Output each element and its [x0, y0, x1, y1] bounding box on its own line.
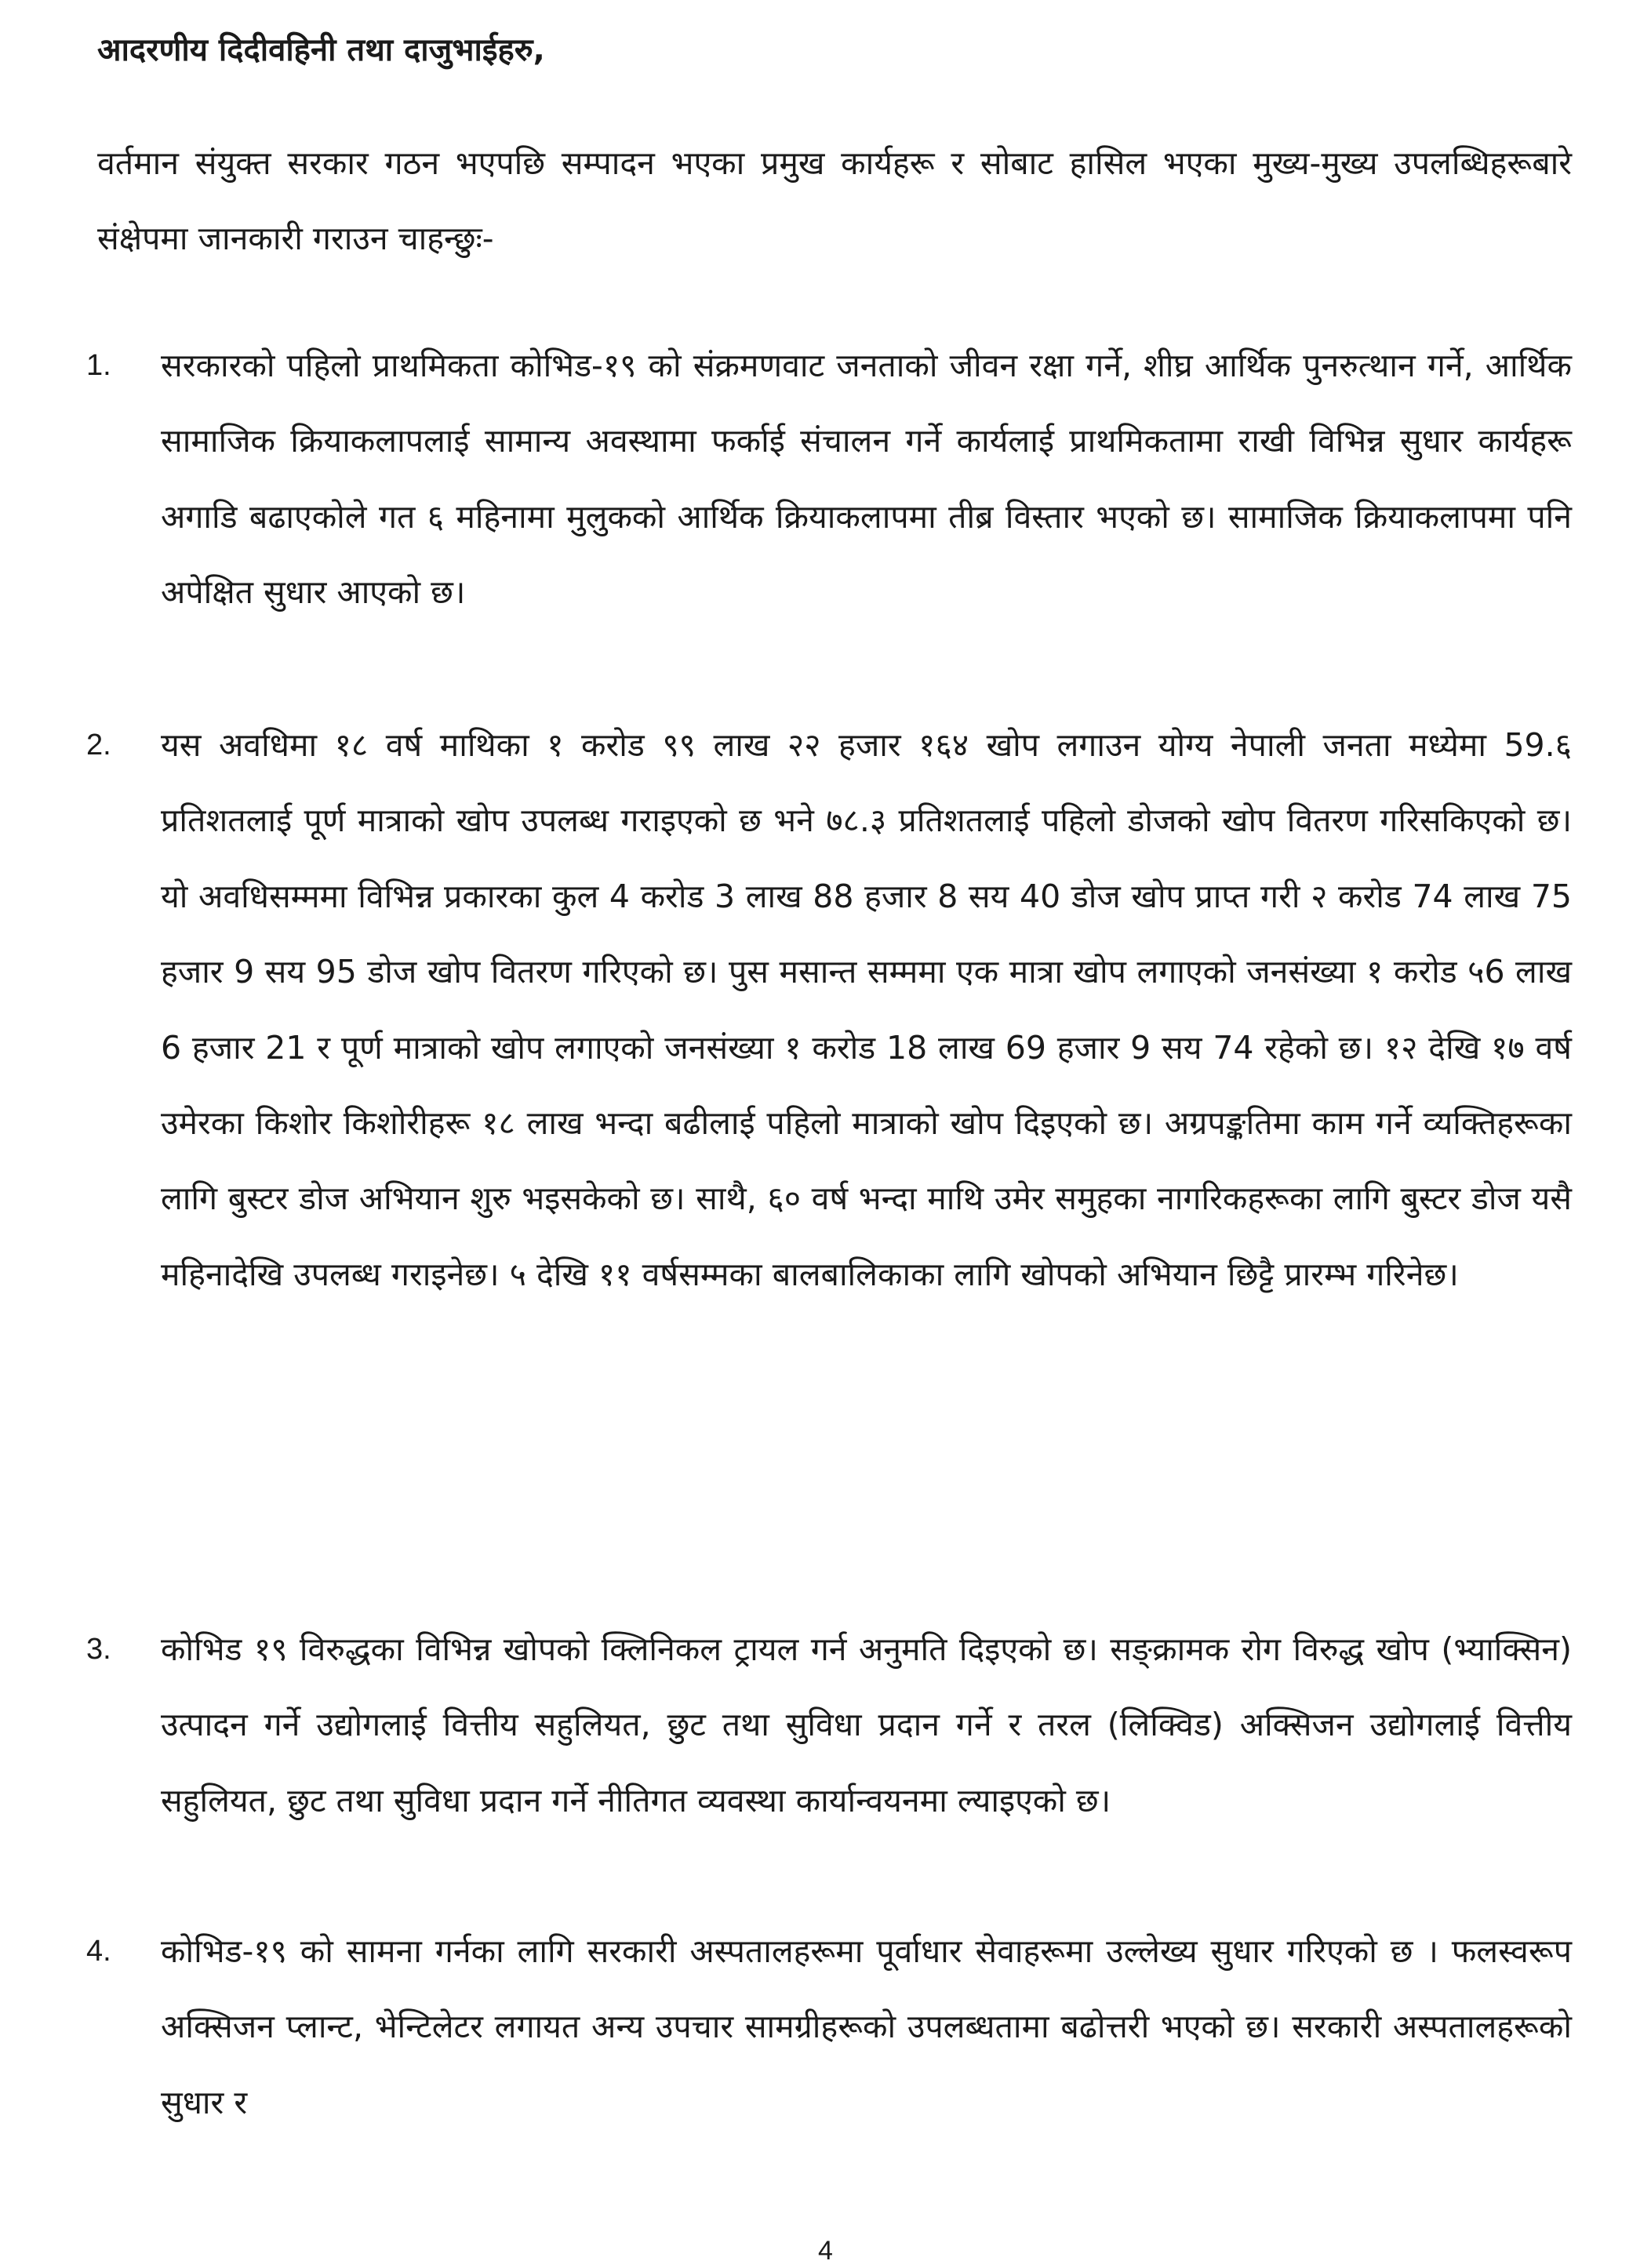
list-item-text: कोभिड १९ विरुद्धका विभिन्न खोपको क्लिनिकल ट्रायल गर्न अनुमति दिइएको छ। सङ्क्रामक रोग विरुद्ध खोप (भ्याक्सिन) उत्पादन गर्ने उद्योगलाई वित्तीय सहुलियत, छुट तथा सुविधा प्रदान गर्ने र तरल (लिक्विड) अक्सिजन उद्योगलाई वित्तीय सहुलियत, छुट तथा सुविधा प्रदान गर्ने नीतिगत व्यवस्था कार्यान्वयनमा ल्याइएको छ।: [161, 1630, 1572, 1819]
intro-paragraph: वर्तमान संयुक्त सरकार गठन भएपछि सम्पादन भएका प्रमुख कार्यहरू र सोबाट हासिल भएका मुख्य-मुख्य उपलब्धिहरूबारे संक्षेपमा जानकारी गराउन चाहन्छुः-: [97, 144, 1572, 257]
list-item-text: सरकारको पहिलो प्राथमिकता कोभिड-१९ को संक्रमणवाट जनताको जीवन रक्षा गर्ने, शीघ्र आर्थिक पुनरुत्थान गर्ने, आर्थिक सामाजिक क्रियाकलापलाई सामान्य अवस्थामा फर्काई संचालन गर्ने कार्यलाई प्राथमिकतामा राखी विभिन्न सुधार कार्यहरू अगाडि बढाएकोले गत ६ महिनामा मुलुकको आर्थिक क्रियाकलापमा तीब्र विस्तार भएको छ। सामाजिक क्रियाकलापमा पनि अपेक्षित सुधार आएको छ।: [161, 347, 1572, 612]
page-number: 4: [818, 2236, 833, 2266]
list-item-number: 3.: [86, 1633, 111, 1666]
list-item-text: यस अवधिमा १८ वर्ष माथिका १ करोड ९९ लाख २२ हजार १६४ खोप लगाउन योग्य नेपाली जनता मध्येमा 59.६ प्रतिशतलाई पूर्ण मात्राको खोप उपलब्ध गराइएको छ भने ७८.३ प्रतिशतलाई पहिलो डोजको खोप वितरण गरिसकिएको छ। यो अवधिसम्ममा विभिन्न प्रकारका कुल 4 करोड 3 लाख 88 हजार 8 सय 40 डोज खोप प्राप्त गरी २ करोड 74 लाख 75 हजार 9 सय 95 डोज खोप वितरण गरिएको छ। पुस मसान्त सम्ममा एक मात्रा खोप लगाएको जनसंख्या १ करोड ५6 लाख 6 हजार 21 र पूर्ण मात्राको खोप लगाएको जनसंख्या १ करोड 18 लाख 69 हजार 9 सय 74 रहेको छ। १२ देखि १७ वर्ष उमेरका किशोर किशोरीहरू १८ लाख भन्दा बढीलाई पहिलो मात्राको खोप दिइएको छ। अग्रपङ्कतिमा काम गर्ने व्यक्तिहरूका लागि बुस्टर डोज अभियान शुरु भइसकेको छ। साथै, ६० वर्ष भन्दा माथि उमेर समुहका नागरिकहरूका लागि बुस्टर डोज यसै महिनादेखि उपलब्ध गराइनेछ। ५ देखि ११ वर्षसम्मका बालबालिकाका लागि खोपको अभियान छिट्टै प्रारम्भ गरिनेछ।: [161, 726, 1572, 1293]
list-item-number: 4.: [86, 1935, 111, 1968]
list-item-number: 1.: [86, 349, 111, 382]
salutation-heading: आदरणीय दिदीवहिनी तथा दाजुभाईहरु,: [97, 32, 545, 68]
list-item-number: 2.: [86, 729, 111, 761]
list-item-text: कोभिड-१९ को सामना गर्नका लागि सरकारी अस्पतालहरूमा पूर्वाधार सेवाहरूमा उल्लेख्य सुधार गरिएको छ । फलस्वरूप अक्सिजन प्लान्ट, भेन्टिलेटर लगायत अन्य उपचार सामग्रीहरूको उपलब्धतामा बढोत्तरी भएको छ। सरकारी अस्पतालहरूको सुधार र: [161, 1932, 1572, 2121]
